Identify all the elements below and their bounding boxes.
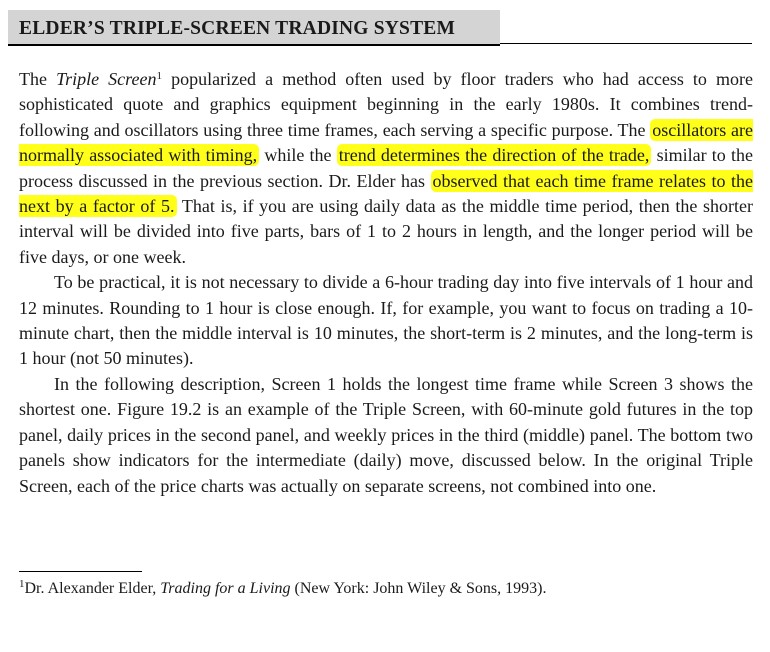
footnote-marker[interactable]: 1 — [156, 70, 162, 82]
paragraph-3: In the following description, Screen 1 holds the longest time frame while Screen 3 shows the shortest one. Figure 19.2 is an example of the Triple Screen, with 60-minute gold futures in the top panel, daily prices in the second panel, and weekly prices in the third (middle) panel. The bottom two panels show indicators for the intermediate (daily) move, discussed below. In the original Triple Screen, each of the price charts was actually on separate screens, not combined into one. — [19, 373, 753, 496]
highlight-timing[interactable]: oscillators are normally associated with timing, — [19, 119, 753, 166]
footnote-number: 1 — [19, 578, 25, 590]
highlight-factor-of-five[interactable]: observed that each time frame relates to the next by a factor of 5. — [19, 170, 753, 217]
body-text — [19, 67, 753, 499]
text-run: popularized a method often used by floor traders who had access to more sophisticated quote and graphics equipment beginning in the early 1980s. It combines trend-following and oscillators using three time frames, each serving a specific purpose. The — [19, 69, 754, 140]
text-run: while the — [259, 145, 337, 166]
section-heading: ELDER’S TRIPLE-SCREEN TRADING SYSTEM — [19, 18, 456, 39]
footnote-book-title: Trading for a Living — [160, 580, 291, 597]
text-run: The — [19, 69, 57, 89]
paragraph-1 — [19, 67, 753, 270]
paragraph-2: To be practical, it is not necessary to divide a 6-hour trading day into five intervals of 1 hour and 12 minutes. Rounding to 1 hour is close enough. If, for example, you want to focus on trading a 10-minute chart, then the middle interval is 10 minutes, the short-term is 2 minutes, and the long-term is 1 hour (not 50 minutes). — [19, 272, 753, 369]
footnote-author: Dr. Alexander Elder, — [24, 580, 161, 597]
footnote-rule — [19, 571, 142, 572]
text-run: That is, if you are using daily data as the middle time period, then the shorter interval will be divided into five parts, bars of 1 to 2 hours in length, and the longer period will be five days, or one week. — [19, 196, 753, 267]
highlight-trend-direction[interactable]: trend determines the direction of the trade, — [338, 145, 650, 166]
text-run: similar to the process discussed in the previous section. Dr. Elder has — [19, 145, 754, 191]
footnote-publisher: (New York: John Wiley & Sons, 1993). — [290, 580, 547, 597]
italic-term: Triple Screen — [56, 69, 157, 89]
heading-rule — [500, 43, 752, 44]
footnote — [19, 579, 546, 599]
